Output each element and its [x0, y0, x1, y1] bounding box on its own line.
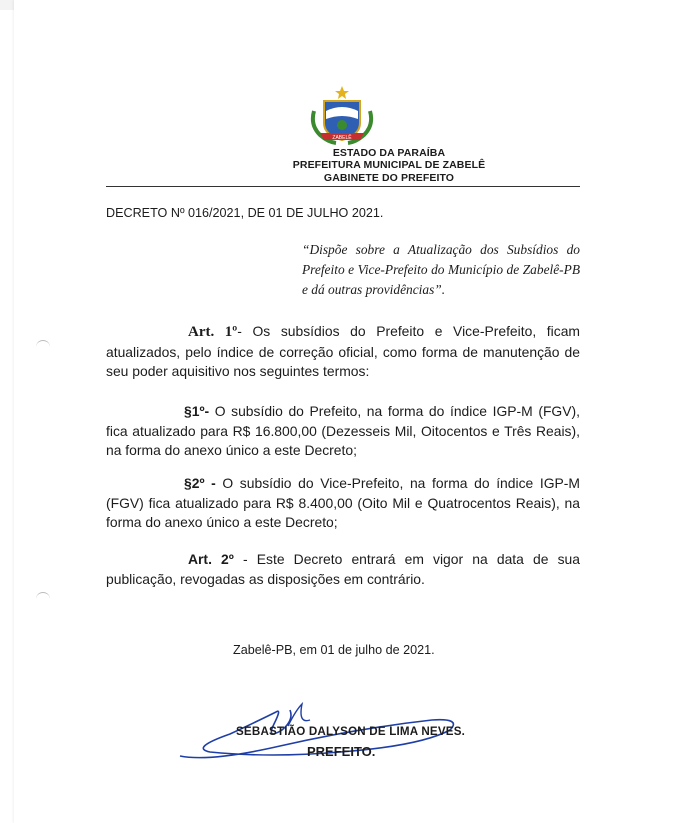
- header-state: ESTADO DA PARAÍBA: [332, 147, 446, 159]
- margin-mark: [36, 340, 50, 347]
- signatory-role: PREFEITO.: [307, 744, 376, 759]
- header-divider: [106, 186, 580, 187]
- article-2-label: Art. 2º: [188, 551, 234, 567]
- article-1: [106, 322, 580, 382]
- municipal-coat-of-arms-icon: [306, 85, 378, 145]
- article-2-text: - Este Decreto entrará em vigor na data de sua publicação, revogadas as disposições em contrário.: [106, 551, 580, 587]
- margin-mark: [36, 592, 50, 599]
- paragraph-2: [106, 474, 580, 533]
- header-office: GABINETE DO PREFEITO: [323, 172, 455, 184]
- paragraph-2-text: O subsídio do Vice-Prefeito, na forma do índice IGP-M (FGV) fica atualizado para R$ 8.400,00 (Oito Mil e Quatrocentos Reais), na forma do anexo único a este Decreto;: [106, 475, 580, 530]
- logo-banner-text: ZABELÊ: [332, 135, 352, 141]
- paragraph-2-label: §2º -: [184, 475, 216, 491]
- paragraph-1-label: §1º-: [184, 403, 210, 419]
- paragraph-1-text: O subsídio do Prefeito, na forma do índice IGP-M (FGV), fica atualizado para R$ 16.800,00 (Dezesseis Mil, Oitocentos e Três Reais), na forma do anexo único a este Decreto;: [106, 403, 580, 458]
- article-2: [106, 550, 580, 589]
- place-and-date: Zabelê-PB, em 01 de julho de 2021.: [233, 643, 435, 657]
- header-prefecture: PREFEITURA MUNICIPAL DE ZABELÊ: [292, 159, 486, 171]
- decree-title: DECRETO Nº 016/2021, DE 01 DE JULHO 2021.: [106, 206, 384, 220]
- article-1-text: - Os subsídios do Prefeito e Vice-Prefeito, ficam atualizados, pelo índice de correção oficial, como forma de manutenção de seu poder aquisitivo nos seguintes termos:: [106, 323, 580, 379]
- signatory-name: SEBASTIÃO DALYSON DE LIMA NEVES.: [236, 725, 466, 738]
- paragraph-1: [106, 402, 580, 461]
- decree-ementa: “Dispõe sobre a Atualização dos Subsídios do Prefeito e Vice-Prefeito do Município de Zabelê-PB e dá outras providências”.: [302, 242, 580, 297]
- article-1-label: Art. 1º: [188, 324, 238, 340]
